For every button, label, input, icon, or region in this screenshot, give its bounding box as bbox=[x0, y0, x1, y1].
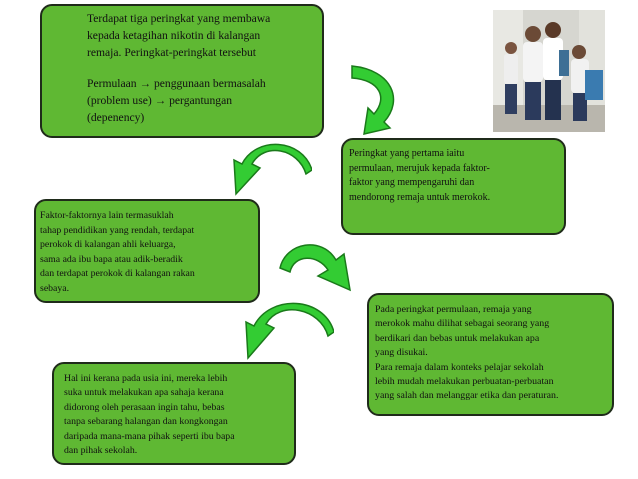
factors-line-1: Faktor-faktornya lain termasuklah bbox=[40, 210, 174, 221]
factors-box bbox=[34, 199, 260, 303]
reason-line-6: dan pihak sekolah. bbox=[64, 445, 138, 457]
initial-stage-line-3: berdikari dan bebas untuk melakukan apa bbox=[375, 332, 540, 344]
intro-line-5 bbox=[87, 92, 314, 109]
intro-line-3: remaja. Peringkat-peringkat tersebut bbox=[87, 46, 257, 59]
initial-stage-box bbox=[367, 293, 614, 416]
reason-line-3: didorong oleh perasaan ingin tahu, bebas bbox=[64, 401, 225, 413]
intro-line-4 bbox=[87, 75, 314, 92]
students-photo bbox=[493, 10, 605, 132]
stage-permulaan: Permulaan bbox=[87, 77, 140, 90]
stage-penggunaan: penggunaan bermasalah bbox=[151, 77, 266, 90]
initial-stage-line-2: merokok mahu dilihat sebagai seorang yang bbox=[375, 318, 550, 330]
curved-arrow-down-icon-1 bbox=[342, 60, 412, 140]
curved-arrow-left-icon-1 bbox=[232, 140, 312, 202]
stage-one-line-2: permulaan, merujuk kepada faktor- bbox=[349, 162, 490, 174]
stage-pergantungan: pergantungan bbox=[166, 94, 233, 107]
right-arrow-icon: → bbox=[139, 77, 152, 90]
reason-line-5: daripada mana-mana pihak seperti ibu bapa bbox=[64, 430, 235, 442]
stage-one-line-1: Peringkat yang pertama iaitu bbox=[349, 148, 465, 159]
students-photo-illustration bbox=[493, 10, 605, 132]
curved-arrow-left-icon-2 bbox=[244, 300, 334, 368]
reason-box bbox=[52, 362, 296, 465]
reason-line-1: Hal ini kerana pada usia ini, mereka lebih bbox=[64, 373, 228, 384]
stage-one-line-4: mendorong remaja untuk merokok. bbox=[349, 191, 491, 203]
curved-arrow-right-icon bbox=[276, 236, 356, 304]
intro-line-6: (depenency) bbox=[87, 111, 145, 124]
reason-line-2: suka untuk melakukan apa sahaja kerana bbox=[64, 387, 224, 399]
intro-box bbox=[40, 4, 324, 138]
stage-one-line-3: faktor yang mempengaruhi dan bbox=[349, 177, 475, 188]
stage-problem-use: (problem use) bbox=[87, 94, 155, 107]
factors-line-3: perokok di kalangan ahli keluarga, bbox=[40, 239, 176, 250]
intro-line-1: Terdapat tiga peringkat yang membawa bbox=[87, 12, 271, 25]
initial-stage-line-6: lebih mudah melakukan perbuatan-perbuatan bbox=[375, 376, 554, 388]
initial-stage-line-1: Pada peringkat permulaan, remaja yang bbox=[375, 304, 532, 315]
intro-line-2: kepada ketagihan nikotin di kalangan bbox=[87, 29, 261, 42]
factors-line-5: dan terdapat perokok di kalangan rakan bbox=[40, 268, 195, 279]
initial-stage-line-4: yang disukai. bbox=[375, 347, 428, 359]
factors-line-2: tahap pendidikan yang rendah, terdapat bbox=[40, 224, 195, 236]
factors-line-6: sebaya. bbox=[40, 282, 70, 294]
stage-one-box bbox=[341, 138, 566, 235]
right-arrow-icon: → bbox=[154, 94, 167, 107]
factors-line-4: sama ada ibu bapa atau adik-beradik bbox=[40, 253, 183, 265]
reason-line-4: tanpa sebarang halangan dan kongkongan bbox=[64, 416, 228, 428]
initial-stage-line-7: yang salah dan melanggar etika dan peraturan. bbox=[375, 390, 559, 402]
initial-stage-line-5: Para remaja dalam konteks pelajar sekolah bbox=[375, 361, 544, 373]
